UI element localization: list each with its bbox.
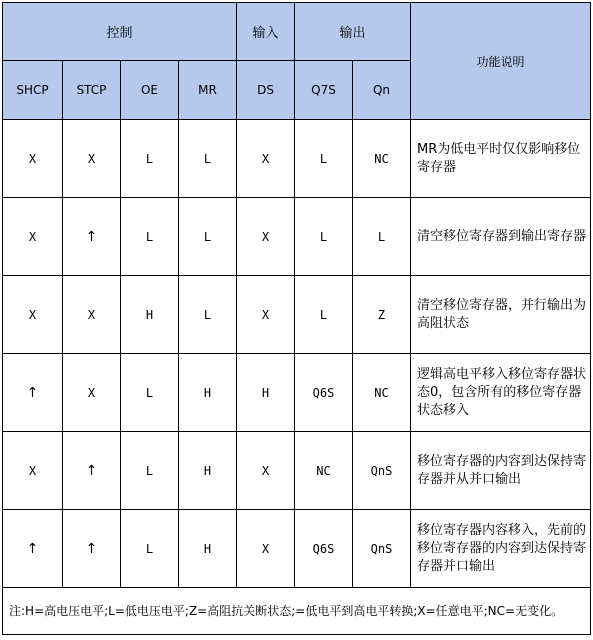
- cell-mr: L: [179, 120, 237, 198]
- header-col-oe: OE: [121, 61, 179, 120]
- cell-mr: H: [179, 432, 237, 510]
- cell-oe: H: [121, 276, 179, 354]
- cell-mr: L: [179, 198, 237, 276]
- cell-shcp: X: [3, 198, 63, 276]
- cell-description: MR为低电平时仅仅影响移位寄存器: [411, 120, 591, 198]
- cell-ds: X: [237, 120, 295, 198]
- cell-mr: H: [179, 510, 237, 588]
- table-row: [3, 354, 591, 432]
- cell-qn: QnS: [353, 510, 411, 588]
- cell-description: 移位寄存器内容移入，先前的移位寄存器的内容到达保持寄存器并口输出: [411, 510, 591, 588]
- header-col-ds: DS: [237, 61, 295, 120]
- cell-stcp: ↑: [63, 198, 121, 276]
- cell-ds: X: [237, 198, 295, 276]
- cell-ds: X: [237, 432, 295, 510]
- cell-shcp: X: [3, 432, 63, 510]
- cell-stcp: X: [63, 354, 121, 432]
- cell-shcp: ↑: [3, 354, 63, 432]
- cell-stcp: ↑: [63, 432, 121, 510]
- cell-q7s: L: [295, 120, 353, 198]
- header-group-input: 输入: [237, 3, 295, 61]
- cell-qn: NC: [353, 120, 411, 198]
- cell-description: 清空移位寄存器，并行输出为高阻状态: [411, 276, 591, 354]
- header-col-qn: Qn: [353, 61, 411, 120]
- cell-stcp: X: [63, 276, 121, 354]
- cell-q7s: L: [295, 276, 353, 354]
- header-col-shcp: SHCP: [3, 61, 63, 120]
- cell-mr: L: [179, 276, 237, 354]
- header-group-output: 输出: [295, 3, 411, 61]
- cell-oe: L: [121, 120, 179, 198]
- cell-stcp: ↑: [63, 510, 121, 588]
- table-row: [3, 276, 591, 354]
- cell-qn: NC: [353, 354, 411, 432]
- cell-shcp: ↑: [3, 510, 63, 588]
- cell-qn: Z: [353, 276, 411, 354]
- cell-oe: L: [121, 510, 179, 588]
- table-row: [3, 120, 591, 198]
- cell-mr: H: [179, 354, 237, 432]
- cell-description: 移位寄存器的内容到达保持寄存器并从并口输出: [411, 432, 591, 510]
- table-row: [3, 198, 591, 276]
- header-col-mr: MR: [179, 61, 237, 120]
- cell-oe: L: [121, 432, 179, 510]
- cell-stcp: X: [63, 120, 121, 198]
- cell-description: 逻辑高电平移入移位寄存器状态0，包含所有的移位寄存器状态移入: [411, 354, 591, 432]
- cell-q7s: NC: [295, 432, 353, 510]
- table-note: 注:H=高电压电平;L=低电压电平;Z=高阻抗关断状态;=低电平到高电平转换;X=任意电平;NC=无变化。: [3, 588, 591, 635]
- header-col-q7s: Q7S: [295, 61, 353, 120]
- truth-table: [2, 2, 591, 635]
- note-row: [3, 588, 591, 635]
- cell-oe: L: [121, 354, 179, 432]
- cell-qn: QnS: [353, 432, 411, 510]
- cell-q7s: L: [295, 198, 353, 276]
- cell-ds: H: [237, 354, 295, 432]
- header-col-stcp: STCP: [63, 61, 121, 120]
- cell-ds: X: [237, 276, 295, 354]
- cell-q7s: Q6S: [295, 354, 353, 432]
- cell-oe: L: [121, 198, 179, 276]
- cell-description: 清空移位寄存器到输出寄存器: [411, 198, 591, 276]
- header-group-control: 控制: [3, 3, 237, 61]
- cell-ds: X: [237, 510, 295, 588]
- cell-qn: L: [353, 198, 411, 276]
- cell-shcp: X: [3, 120, 63, 198]
- table-row: [3, 432, 591, 510]
- table-row: [3, 510, 591, 588]
- cell-q7s: Q6S: [295, 510, 353, 588]
- header-description: 功能说明: [411, 3, 591, 120]
- cell-shcp: X: [3, 276, 63, 354]
